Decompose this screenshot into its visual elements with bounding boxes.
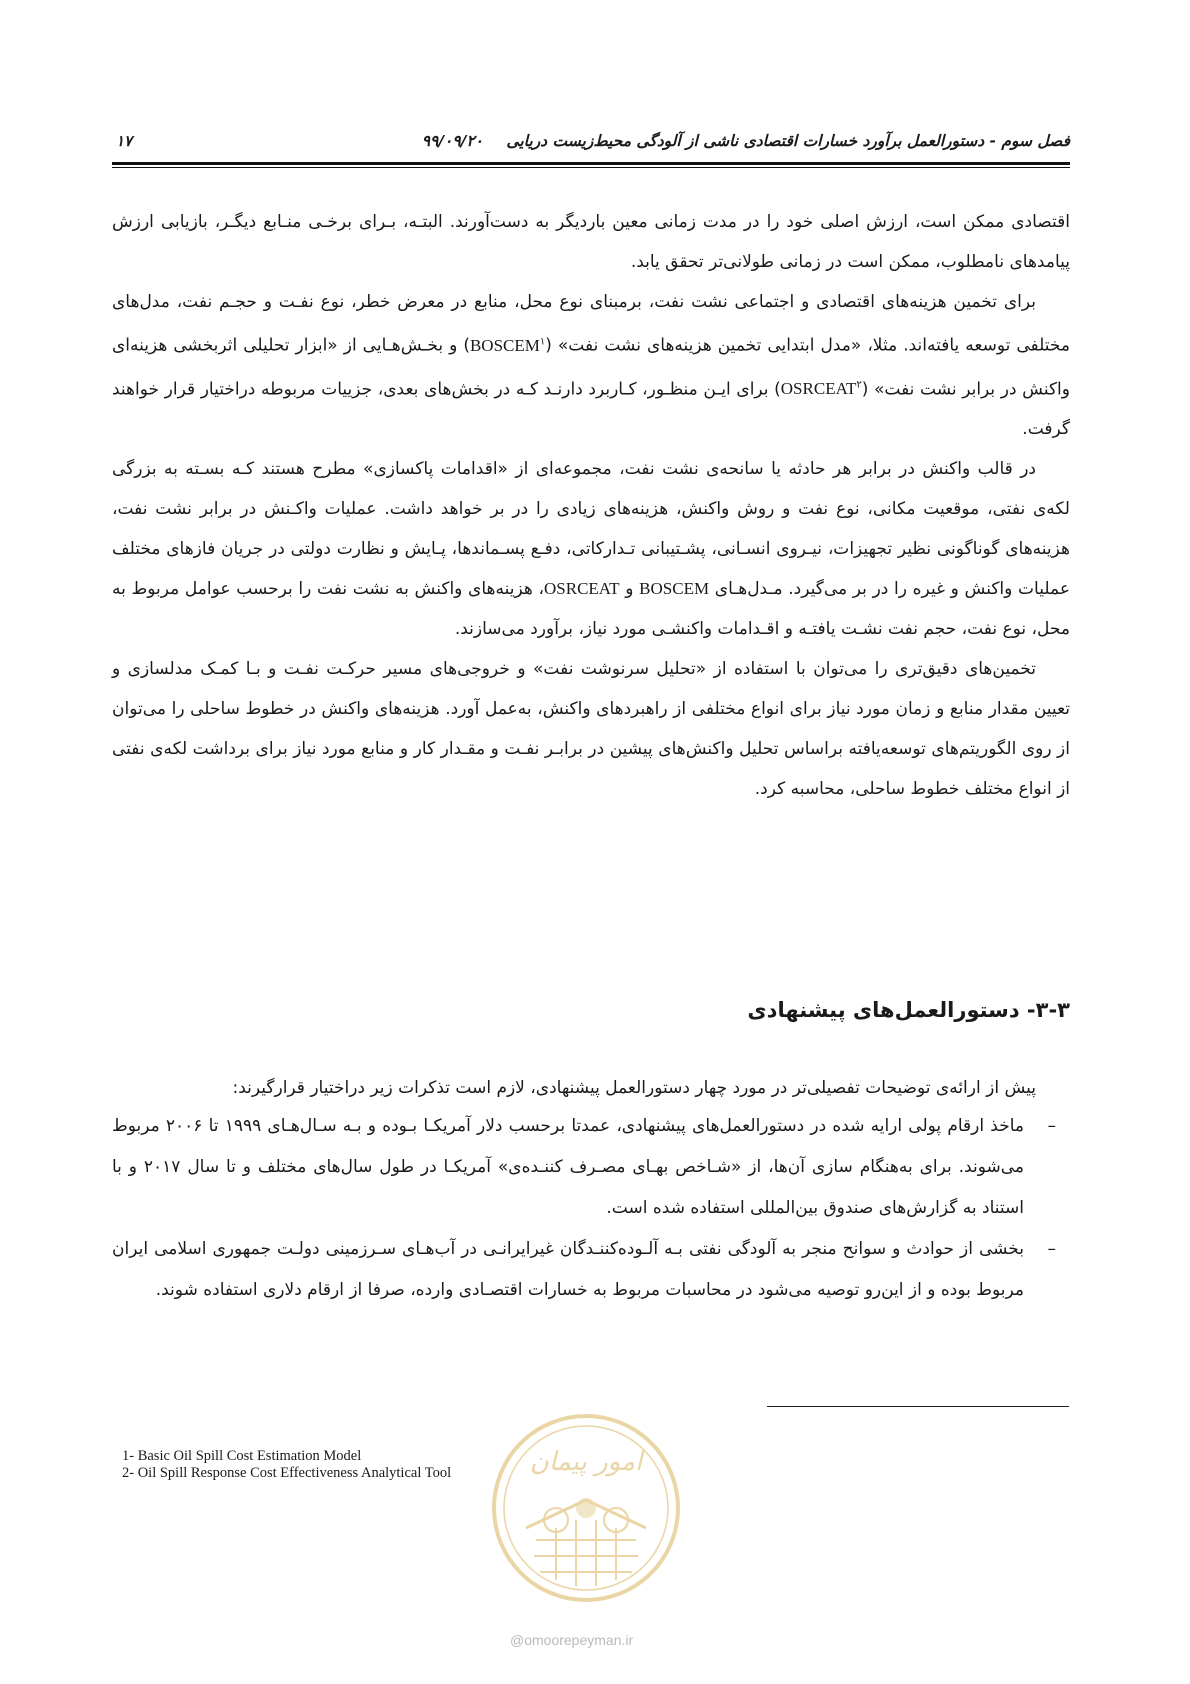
bullet-list	[112, 1106, 1070, 1311]
bullet-dash: –	[1047, 1239, 1056, 1259]
footnote-1: 1- Basic Oil Spill Cost Estimation Model	[122, 1448, 362, 1464]
section-intro: پیش از ارائه‌ی توضیحات تفصیلی‌تر در مورد چهار دستورالعمل پیشنهادی، لازم است تذکرات زیر دراختیار قرارگیرند:	[232, 1078, 1036, 1098]
boscem-term: BOSCEM	[639, 579, 710, 599]
footnote-ref-2: ۲	[856, 379, 862, 391]
list-item: – بخشی از حوادث و سوانح منجر به آلودگی نفتی بـه آلـوده‌کننـدگان غیرایرانـی در آب‌هـای سـرزمینی دولـت جمهوری اسلامی ایران مربوط بوده و از این‌رو توصیه می‌شود در محاسبات مربوط به خسارات اقتصـادی وارده، صرفا از ارقام دلاری استفاده شوند.	[112, 1229, 1070, 1311]
footnote-ref-1: ۱	[539, 336, 546, 347]
running-header	[112, 128, 1070, 154]
header-rule-thick	[112, 162, 1070, 165]
footnote-2: 2- Oil Spill Response Cost Effectiveness Analytical Tool	[122, 1465, 452, 1481]
osrceat-term: OSRCEAT	[544, 579, 620, 599]
body-text	[112, 202, 1070, 809]
page-number: ۱۷	[116, 132, 133, 150]
section-heading: ۳-۳- دستورالعمل‌های پیشنهادی	[747, 998, 1070, 1022]
paragraph-1: اقتصادی ممکن است، ارزش اصلی خود را در مدت زمانی معین باردیگر به دست‌آورند. البتـه، بـرای برخـی منـابع دیگـر، بازیابی ارزش پیامدهای نامطلوب، ممکن است در زمانی طولانی‌تر تحقق یابد.	[112, 212, 1070, 272]
header-date: ۹۹/۰۹/۲۰	[421, 132, 484, 150]
paragraph-4: تخمین‌های دقیق‌تری را می‌توان با استفاده از «تحلیل سرنوشت نفت» و خروجی‌های مسیر حرکـت نفـت و بـا کمـک مدلسازی و تعیین مقدار منابع و زمان مورد نیاز برای انواع مختلفی از راهبردهای واکنش، به‌عمل آورد. هزینه‌های واکنش در خطوط ساحلی را می‌توان از روی الگوریتم‌های توسعه‌یافته براساس تحلیل واکنش‌های پیشین در برابـر نفـت و مقـدار کار و منابع مورد نیاز برای برداشت لکه‌ی نفتی از انواع مختلف خطوط ساحلی، محاسبه کرد.	[112, 659, 1070, 800]
paragraph-3: در قالب واکنش در برابر هر حادثه یا سانحه‌ی نشت نفت، مجموعه‌ای از «اقدامات پاکسازی» مطرح هستند کـه بسـته به بزرگی لکه‌ی نفتی، موقعیت مکانی، نوع نفت و روش واکنش، هزینه‌های زیادی را در بر خواهد داشت. عملیات واکـنش در برابر نشت نفت، هزینه‌های گوناگونی نظیر تجهیزات، نیـروی انسـانی، پشـتیبانی تـدارکاتی، دفـع پسـماندها، پـایش و نظارت دولتی در جریان فازهای مختلف عملیات واکنش و غیره را در بر می‌گیرد. مـدل‌هـای BOSCEM و OSRCEAT، هزینه‌های واکنش به نشت نفت را برحسب عوامل مربوط به محل، نوع نفت، حجم نفت نشـت یافتـه و اقـدامات واکنشـی مورد نیاز، برآورد می‌سازند.	[112, 459, 1070, 640]
watermark-url: @omoorepeyman.ir	[510, 1632, 634, 1648]
header-rule-thin	[112, 167, 1070, 168]
header-title-line	[422, 132, 1070, 150]
osrceat-term: OSRCEAT$^۲$	[780, 379, 862, 399]
svg-text:امور پیمان: امور پیمان	[529, 1447, 643, 1477]
boscem-term: BOSCEM$^۱$	[469, 335, 546, 355]
paragraph-2: برای تخمین هزینه‌های اقتصادی و اجتماعی نشت نفت، برمبنای نوع محل، منابع در معرض خطر، نوع نفـت و حجـم نفت، مدل‌های مختلفی توسعه یافته‌اند. مثلا، «مدل ابتدایی تخمین هزینه‌های نشت نفت» (BOSCEM$^۱$) و بخـش‌هـایی از «ابزار تحلیلی اثربخشی هزینه‌ای واکنش در برابر نشت نفت» (OSRCEAT$^۲$) برای ایـن منظـور، کـاربرد دارنـد کـه در بخش‌های بعدی، جزییات مربوطه دراختیار قرار خواهند گرفت.	[112, 292, 1070, 440]
footnote-separator	[767, 1406, 1069, 1407]
chapter-title: فصل سوم - دستورالعمل برآورد خسارات اقتصادی ناشی از آلودگی محیط‌زیست دریایی	[506, 132, 1070, 150]
bullet-dash: –	[1047, 1116, 1056, 1136]
watermark-logo-icon	[486, 1408, 686, 1608]
list-item: – ماخذ ارقام پولی ارایه شده در دستورالعمل‌های پیشنهادی، عمدتا برحسب دلار آمریکـا بـوده و بـه سـال‌هـای ۱۹۹۹ تا ۲۰۰۶ مربوط می‌شوند. برای به‌هنگام سازی آن‌ها، از «شـاخص بهـای مصـرف کننـده‌ی» آمریکـا در طول سال‌های مختلف و تا سال ۲۰۱۷ و با استناد به گزارش‌های صندوق بین‌المللی استفاده شده است.	[112, 1106, 1070, 1229]
